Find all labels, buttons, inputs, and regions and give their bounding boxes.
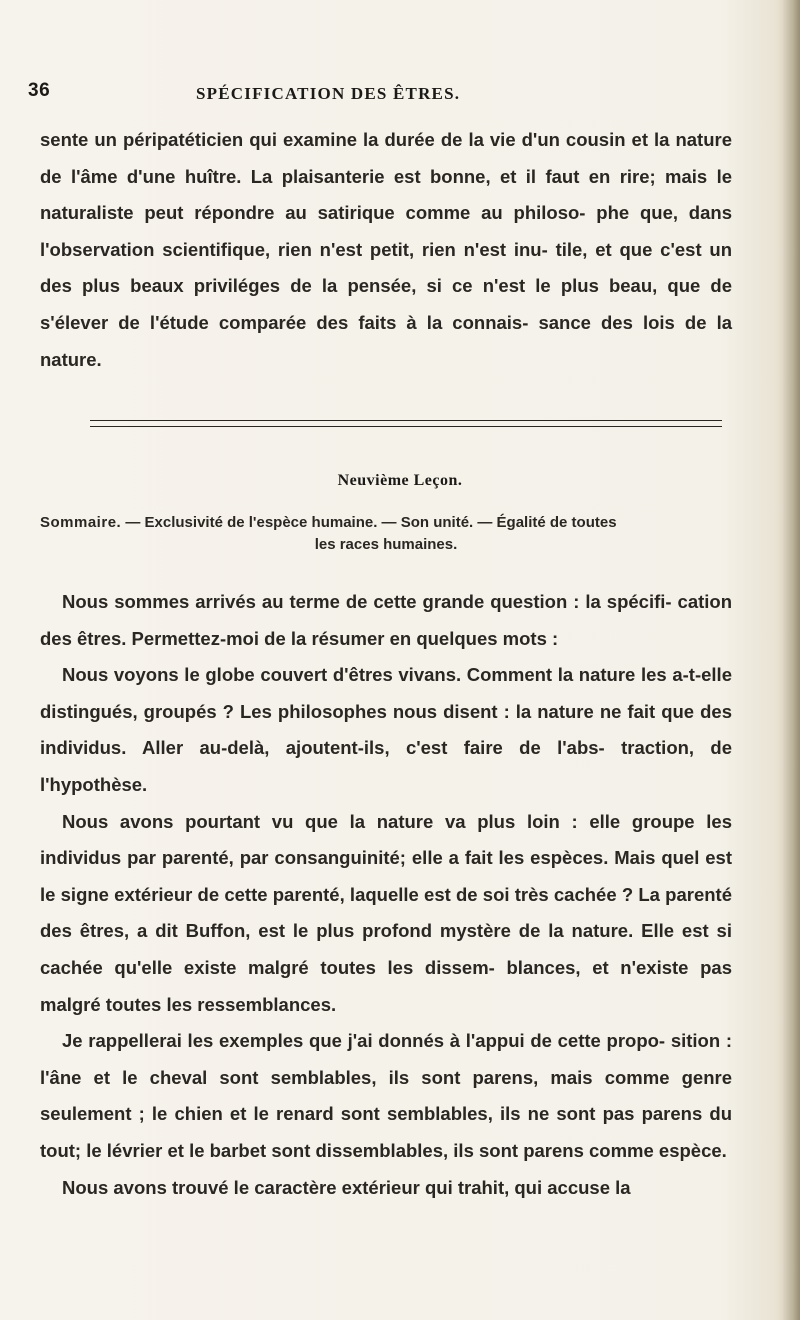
lesson-summary bbox=[40, 512, 732, 556]
text-line: Nous avons pourtant vu que la nature va plus loin : elle groupe les bbox=[62, 810, 732, 832]
intro-paragraph bbox=[40, 122, 732, 378]
lesson-body bbox=[40, 584, 732, 1206]
text-line: le plus beau, que de s'élever de l'étude comparée des faits à la connais- bbox=[40, 275, 732, 333]
text-line: sance des lois de la nature. bbox=[40, 311, 732, 370]
paragraph bbox=[40, 804, 732, 1024]
text-line: a-t-elle distingués, groupés ? Les philosophes nous disent : la nature bbox=[40, 664, 732, 722]
text-line: traction, de l'hypothèse. bbox=[40, 737, 733, 795]
text-line: cation des êtres. Permettez-moi de la résumer en quelques mots : bbox=[40, 591, 733, 649]
lesson-title: Neuvième Leçon. bbox=[337, 472, 463, 489]
section-divider bbox=[90, 420, 722, 427]
text-line: cachée ? La parenté des êtres, a dit Buffon, est le plus profond mystère bbox=[40, 883, 732, 942]
text-line: nature de l'âme d'une huître. La plaisanterie est bonne, et il faut en bbox=[40, 129, 732, 187]
summary-line: — Exclusivité de l'espèce humaine. — Son unité. — Égalité de toutes bbox=[121, 514, 617, 531]
text-line: Nous voyons le globe couvert d'êtres vivans. Comment la nature les bbox=[62, 664, 667, 686]
text-line: phe que, dans l'observation scientifique, rien n'est petit, rien n'est inu- bbox=[40, 202, 732, 260]
text-line: blances, et n'existe pas malgré toutes les ressemblances. bbox=[40, 956, 732, 1015]
text-line: ne fait que des individus. Aller au-delà, ajoutent-ils, c'est faire de l'abs- bbox=[40, 700, 732, 759]
text-line: de la nature. Elle est si cachée qu'elle existe malgré toutes les dissem- bbox=[40, 920, 732, 978]
page-header bbox=[28, 80, 728, 110]
text-line: sition : l'âne et le cheval sont semblables, ils sont parens, mais comme bbox=[40, 1030, 733, 1088]
text-line: sente un péripatéticien qui examine la durée de la vie d'un cousin et la bbox=[40, 129, 670, 150]
running-head: SPÉCIFICATION DES ÊTRES. bbox=[196, 84, 461, 103]
summary-line: les races humaines. bbox=[314, 536, 458, 553]
text-line: tile, et que c'est un des plus beaux priviléges de la pensée, si ce n'est bbox=[40, 238, 733, 297]
text-line: quel est le signe extérieur de cette parenté, laquelle est de soi très bbox=[40, 847, 732, 905]
text-line: Nous avons trouvé le caractère extérieur qui trahit, qui accuse la bbox=[62, 1176, 631, 1198]
paragraph bbox=[40, 1170, 732, 1207]
summary-label: Sommaire. bbox=[40, 514, 122, 531]
text-line: parens comme espèce. bbox=[523, 1139, 727, 1161]
page-number: 36 bbox=[28, 80, 51, 101]
text-line: individus par parenté, par consanguinité; elle a fait les espèces. Mais bbox=[40, 847, 656, 869]
text-line: Nous sommes arrivés au terme de cette grande question : la spécifi- bbox=[62, 591, 672, 612]
paragraph bbox=[40, 1023, 732, 1169]
page-edge-shadow bbox=[782, 0, 800, 1320]
text-line: genre seulement ; le chien et le renard sont semblables, ils ne sont pas bbox=[40, 1066, 733, 1125]
text-line: parens du tout; le lévrier et le barbet sont dissemblables, ils sont bbox=[40, 1103, 732, 1161]
text-line: rire; mais le naturaliste peut répondre au satirique comme au philoso- bbox=[40, 165, 733, 224]
paragraph bbox=[40, 584, 732, 657]
paragraph bbox=[40, 657, 732, 803]
text-line: Je rappellerai les exemples que j'ai donnés à l'appui de cette propo- bbox=[62, 1030, 666, 1052]
